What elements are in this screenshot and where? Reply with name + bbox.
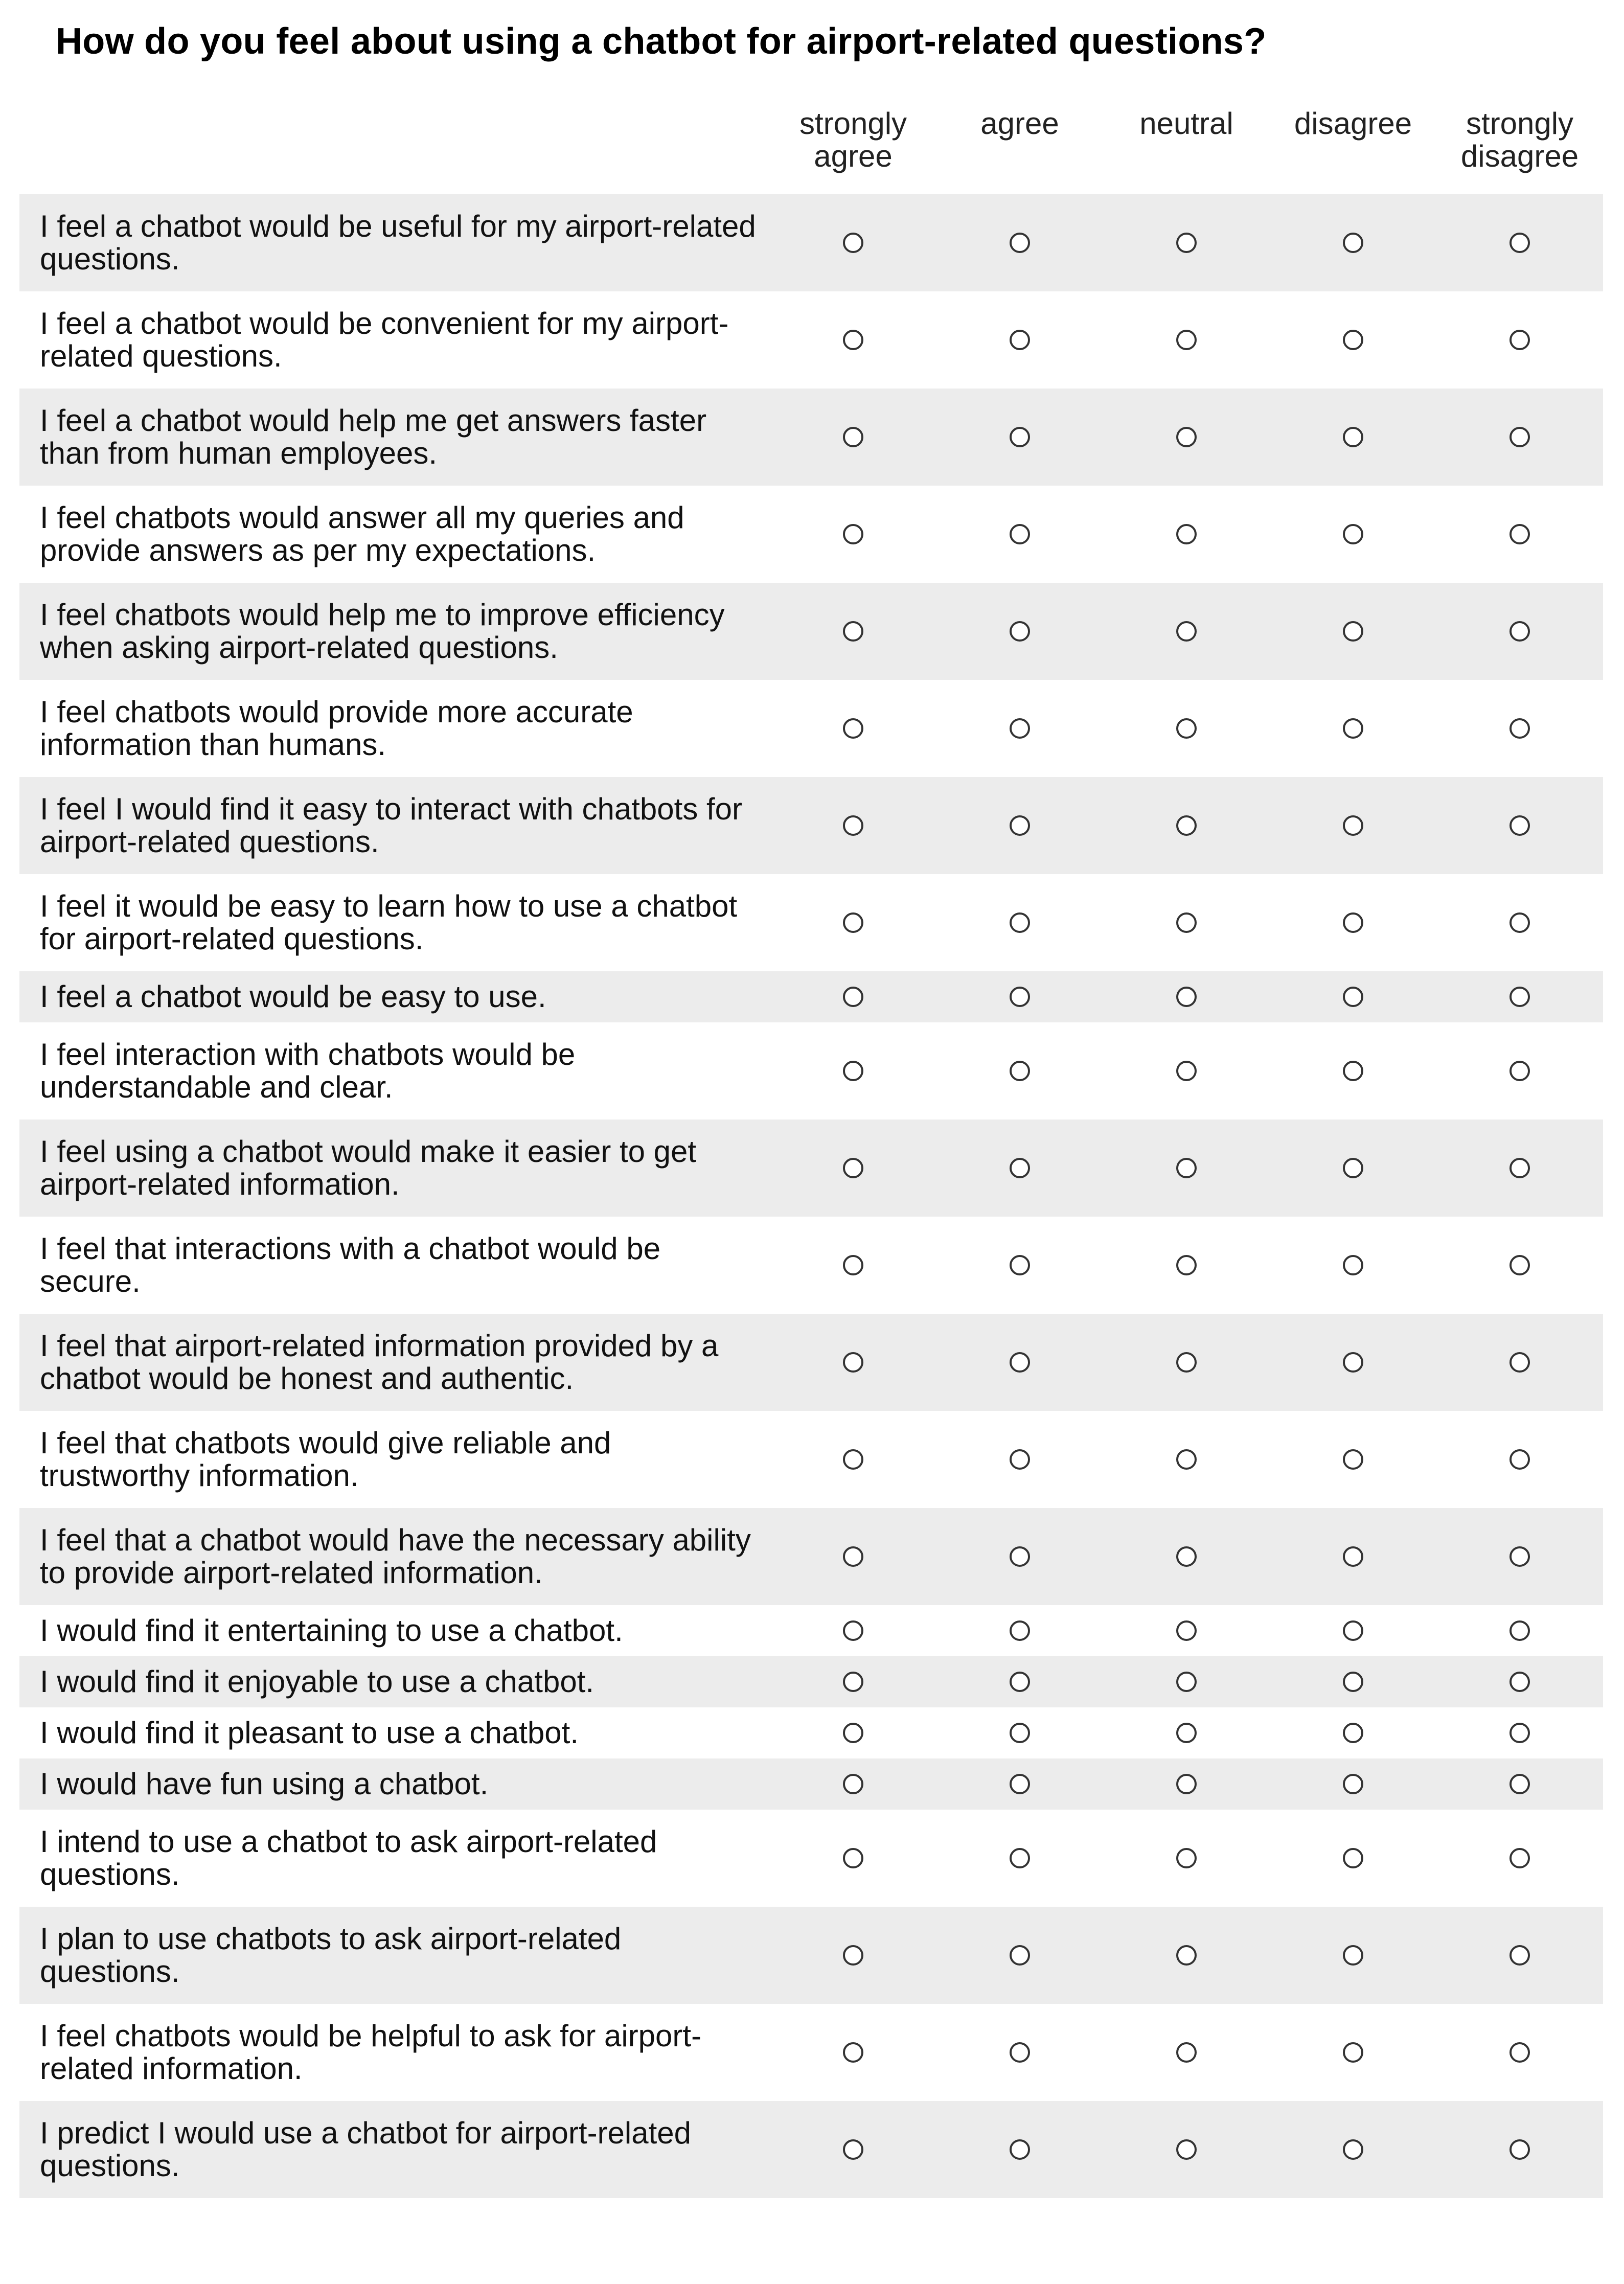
option-cell-disagree [1270, 971, 1436, 1022]
option-cell-disagree [1270, 2004, 1436, 2101]
radio-disagree[interactable] [1343, 330, 1363, 350]
statement-text: I feel a chatbot would be useful for my airport-related questions. [40, 209, 756, 276]
option-cell-strongly-agree [770, 680, 936, 777]
radio-neutral[interactable] [1176, 1672, 1197, 1692]
option-cell-agree [936, 1411, 1103, 1508]
radio-disagree[interactable] [1343, 1774, 1363, 1794]
radio-disagree[interactable] [1343, 815, 1363, 836]
option-cell-agree [936, 1508, 1103, 1605]
radio-strongly-agree[interactable] [843, 2042, 863, 2063]
statement-row [19, 583, 1603, 680]
scale-header-neutral: neutral [1139, 106, 1233, 141]
option-cell-neutral [1103, 583, 1270, 680]
option-cell-strongly-agree [770, 2101, 936, 2198]
radio-agree[interactable] [1010, 1620, 1030, 1641]
radio-agree[interactable] [1010, 2139, 1030, 2160]
radio-strongly-disagree[interactable] [1509, 815, 1530, 836]
option-cell-strongly-disagree [1436, 1758, 1603, 1810]
radio-neutral[interactable] [1176, 233, 1197, 253]
option-cell-disagree [1270, 1810, 1436, 1907]
radio-disagree[interactable] [1343, 1449, 1363, 1470]
option-cell-neutral [1103, 1217, 1270, 1314]
radio-neutral[interactable] [1176, 1723, 1197, 1743]
option-cell-disagree [1270, 777, 1436, 874]
radio-strongly-agree[interactable] [843, 987, 863, 1007]
radio-disagree[interactable] [1343, 621, 1363, 642]
option-cell-neutral [1103, 1810, 1270, 1907]
option-cell-disagree [1270, 1120, 1436, 1217]
option-cell-agree [936, 1605, 1103, 1656]
radio-disagree[interactable] [1343, 1546, 1363, 1567]
radio-neutral[interactable] [1176, 1158, 1197, 1178]
radio-strongly-agree[interactable] [843, 1449, 863, 1470]
option-cell-agree [936, 1758, 1103, 1810]
option-cell-strongly-disagree [1436, 1508, 1603, 1605]
option-cell-strongly-disagree [1436, 1217, 1603, 1314]
radio-disagree[interactable] [1343, 1848, 1363, 1868]
option-cell-disagree [1270, 583, 1436, 680]
radio-agree[interactable] [1010, 233, 1030, 253]
radio-strongly-agree[interactable] [843, 1352, 863, 1373]
option-cell-agree [936, 194, 1103, 291]
statement-row [19, 1022, 1603, 1120]
statement-text: I feel a chatbot would be easy to use. [40, 979, 546, 1014]
radio-strongly-disagree[interactable] [1509, 524, 1530, 544]
scale-header-disagree: disagree [1294, 106, 1412, 141]
option-cell-disagree [1270, 680, 1436, 777]
option-cell-agree [936, 1707, 1103, 1758]
option-cell-disagree [1270, 1022, 1436, 1120]
statement-text: I feel a chatbot would be convenient for my airport-related questions. [40, 306, 729, 373]
statement-text: I would find it enjoyable to use a chatbot. [40, 1664, 594, 1699]
radio-agree[interactable] [1010, 1352, 1030, 1373]
radio-neutral[interactable] [1176, 2139, 1197, 2160]
option-cell-disagree [1270, 1707, 1436, 1758]
statement-text: I feel that chatbots would give reliable and trustworthy information. [40, 1426, 611, 1493]
radio-strongly-disagree[interactable] [1509, 1672, 1530, 1692]
option-cell-agree [936, 2101, 1103, 2198]
option-cell-strongly-agree [770, 1810, 936, 1907]
option-cell-strongly-agree [770, 1656, 936, 1707]
option-cell-strongly-disagree [1436, 971, 1603, 1022]
statement-text: I would find it pleasant to use a chatbot. [40, 1716, 579, 1750]
radio-strongly-disagree[interactable] [1509, 1061, 1530, 1081]
statement-row [19, 486, 1603, 583]
option-cell-strongly-agree [770, 389, 936, 486]
option-cell-disagree [1270, 1508, 1436, 1605]
option-cell-agree [936, 1120, 1103, 1217]
option-cell-neutral [1103, 874, 1270, 971]
option-cell-strongly-disagree [1436, 1810, 1603, 1907]
radio-agree[interactable] [1010, 2042, 1030, 2063]
option-cell-agree [936, 1810, 1103, 1907]
radio-disagree[interactable] [1343, 718, 1363, 739]
radio-strongly-agree[interactable] [843, 718, 863, 739]
radio-agree[interactable] [1010, 1061, 1030, 1081]
radio-agree[interactable] [1010, 718, 1030, 739]
radio-neutral[interactable] [1176, 1546, 1197, 1567]
option-cell-agree [936, 874, 1103, 971]
option-cell-strongly-disagree [1436, 1605, 1603, 1656]
option-cell-strongly-disagree [1436, 1314, 1603, 1411]
option-cell-agree [936, 971, 1103, 1022]
option-cell-strongly-disagree [1436, 291, 1603, 389]
statement-row [19, 194, 1603, 291]
statement-text: I feel chatbots would be helpful to ask for airport-related information. [40, 2019, 702, 2086]
option-cell-strongly-disagree [1436, 1707, 1603, 1758]
option-cell-neutral [1103, 777, 1270, 874]
radio-disagree[interactable] [1343, 1672, 1363, 1692]
option-cell-strongly-disagree [1436, 194, 1603, 291]
scale-header-row [19, 97, 1603, 194]
radio-strongly-disagree[interactable] [1509, 1945, 1530, 1966]
option-cell-disagree [1270, 1907, 1436, 2004]
option-cell-strongly-agree [770, 1411, 936, 1508]
option-cell-neutral [1103, 680, 1270, 777]
radio-agree[interactable] [1010, 330, 1030, 350]
radio-neutral[interactable] [1176, 1848, 1197, 1868]
radio-strongly-disagree[interactable] [1509, 1848, 1530, 1868]
option-cell-strongly-agree [770, 1217, 936, 1314]
option-cell-agree [936, 1656, 1103, 1707]
radio-agree[interactable] [1010, 987, 1030, 1007]
option-cell-strongly-disagree [1436, 389, 1603, 486]
radio-neutral[interactable] [1176, 427, 1197, 447]
option-cell-strongly-disagree [1436, 583, 1603, 680]
option-cell-agree [936, 1217, 1103, 1314]
option-cell-disagree [1270, 389, 1436, 486]
statement-row [19, 680, 1603, 777]
radio-agree[interactable] [1010, 1723, 1030, 1743]
radio-strongly-disagree[interactable] [1509, 987, 1530, 1007]
statement-row [19, 1758, 1603, 1810]
option-cell-neutral [1103, 2101, 1270, 2198]
option-cell-strongly-agree [770, 486, 936, 583]
radio-neutral[interactable] [1176, 1620, 1197, 1641]
radio-disagree[interactable] [1343, 1945, 1363, 1966]
statement-text: I feel chatbots would answer all my queries and provide answers as per my expectations. [40, 500, 684, 567]
option-cell-agree [936, 389, 1103, 486]
option-cell-strongly-agree [770, 874, 936, 971]
option-cell-strongly-disagree [1436, 2004, 1603, 2101]
statement-text: I predict I would use a chatbot for airport-related questions. [40, 2116, 692, 2183]
radio-strongly-disagree[interactable] [1509, 2139, 1530, 2160]
statement-row [19, 1314, 1603, 1411]
radio-strongly-agree[interactable] [843, 1546, 863, 1567]
radio-strongly-agree[interactable] [843, 1774, 863, 1794]
radio-agree[interactable] [1010, 815, 1030, 836]
radio-neutral[interactable] [1176, 912, 1197, 933]
option-cell-neutral [1103, 389, 1270, 486]
option-cell-neutral [1103, 971, 1270, 1022]
radio-agree[interactable] [1010, 1449, 1030, 1470]
option-cell-disagree [1270, 1411, 1436, 1508]
statement-text: I feel using a chatbot would make it easier to get airport-related information. [40, 1134, 697, 1201]
option-cell-strongly-disagree [1436, 1907, 1603, 2004]
radio-strongly-agree[interactable] [843, 233, 863, 253]
radio-agree[interactable] [1010, 524, 1030, 544]
option-cell-neutral [1103, 1120, 1270, 1217]
option-cell-strongly-disagree [1436, 1411, 1603, 1508]
radio-disagree[interactable] [1343, 2139, 1363, 2160]
option-cell-strongly-disagree [1436, 680, 1603, 777]
radio-strongly-agree[interactable] [843, 1158, 863, 1178]
statement-text: I feel that a chatbot would have the necessary ability to provide airport-related information. [40, 1523, 751, 1590]
radio-disagree[interactable] [1343, 427, 1363, 447]
option-cell-disagree [1270, 874, 1436, 971]
option-cell-disagree [1270, 1656, 1436, 1707]
statement-row [19, 1605, 1603, 1656]
radio-strongly-disagree[interactable] [1509, 1620, 1530, 1641]
radio-strongly-disagree[interactable] [1509, 718, 1530, 739]
statement-text: I feel a chatbot would help me get answers faster than from human employees. [40, 403, 707, 470]
radio-strongly-disagree[interactable] [1509, 427, 1530, 447]
radio-agree[interactable] [1010, 1945, 1030, 1966]
radio-neutral[interactable] [1176, 1774, 1197, 1794]
radio-strongly-disagree[interactable] [1509, 1723, 1530, 1743]
statement-text: I feel I would find it easy to interact with chatbots for airport-related questions. [40, 792, 743, 859]
option-cell-neutral [1103, 1907, 1270, 2004]
option-cell-disagree [1270, 1217, 1436, 1314]
option-cell-disagree [1270, 1314, 1436, 1411]
radio-strongly-agree[interactable] [843, 524, 863, 544]
radio-strongly-agree[interactable] [843, 1848, 863, 1868]
option-cell-strongly-agree [770, 1907, 936, 2004]
option-cell-neutral [1103, 194, 1270, 291]
scale-header-agree: agree [980, 106, 1059, 141]
option-cell-strongly-disagree [1436, 777, 1603, 874]
radio-disagree[interactable] [1343, 1255, 1363, 1275]
radio-agree[interactable] [1010, 1848, 1030, 1868]
radio-strongly-agree[interactable] [843, 815, 863, 836]
scale-header-strongly-agree: strongly agree [799, 106, 907, 173]
option-cell-strongly-disagree [1436, 486, 1603, 583]
radio-neutral[interactable] [1176, 987, 1197, 1007]
option-cell-agree [936, 1022, 1103, 1120]
radio-strongly-agree[interactable] [843, 427, 863, 447]
option-cell-agree [936, 1314, 1103, 1411]
radio-disagree[interactable] [1343, 987, 1363, 1007]
option-cell-agree [936, 680, 1103, 777]
radio-neutral[interactable] [1176, 1255, 1197, 1275]
option-cell-agree [936, 777, 1103, 874]
radio-strongly-agree[interactable] [843, 1672, 863, 1692]
radio-strongly-disagree[interactable] [1509, 1158, 1530, 1178]
radio-strongly-disagree[interactable] [1509, 1449, 1530, 1470]
option-cell-neutral [1103, 1656, 1270, 1707]
radio-disagree[interactable] [1343, 1620, 1363, 1641]
option-cell-agree [936, 486, 1103, 583]
statement-text: I feel that airport-related information provided by a chatbot would be honest and authentic. [40, 1329, 719, 1396]
option-cell-strongly-agree [770, 1314, 936, 1411]
radio-disagree[interactable] [1343, 233, 1363, 253]
radio-strongly-disagree[interactable] [1509, 330, 1530, 350]
option-cell-neutral [1103, 1411, 1270, 1508]
radio-strongly-disagree[interactable] [1509, 1352, 1530, 1373]
statement-text: I would have fun using a chatbot. [40, 1767, 489, 1801]
radio-strongly-disagree[interactable] [1509, 1255, 1530, 1275]
statement-row [19, 389, 1603, 486]
option-cell-neutral [1103, 1314, 1270, 1411]
option-cell-strongly-agree [770, 2004, 936, 2101]
option-cell-neutral [1103, 1508, 1270, 1605]
statement-row [19, 2004, 1603, 2101]
statement-row [19, 1217, 1603, 1314]
statement-text: I feel chatbots would help me to improve efficiency when asking airport-related questions. [40, 598, 725, 665]
statement-text: I intend to use a chatbot to ask airport-related questions. [40, 1824, 657, 1891]
radio-agree[interactable] [1010, 1774, 1030, 1794]
statement-row [19, 1810, 1603, 1907]
statement-rows [19, 194, 1603, 2198]
statement-text: I feel chatbots would provide more accurate information than humans. [40, 695, 633, 762]
option-cell-strongly-agree [770, 1758, 936, 1810]
option-cell-strongly-disagree [1436, 1120, 1603, 1217]
statement-header [19, 97, 770, 194]
radio-neutral[interactable] [1176, 1352, 1197, 1373]
option-cell-neutral [1103, 1605, 1270, 1656]
option-cell-neutral [1103, 1758, 1270, 1810]
radio-strongly-disagree[interactable] [1509, 912, 1530, 933]
radio-strongly-agree[interactable] [843, 912, 863, 933]
statement-row [19, 1656, 1603, 1707]
option-cell-strongly-agree [770, 1022, 936, 1120]
option-cell-strongly-disagree [1436, 1022, 1603, 1120]
radio-strongly-disagree[interactable] [1509, 1546, 1530, 1567]
radio-agree[interactable] [1010, 621, 1030, 642]
radio-strongly-agree[interactable] [843, 1620, 863, 1641]
radio-agree[interactable] [1010, 427, 1030, 447]
option-cell-disagree [1270, 194, 1436, 291]
likert-matrix [19, 97, 1603, 2198]
radio-neutral[interactable] [1176, 621, 1197, 642]
radio-disagree[interactable] [1343, 1061, 1363, 1081]
question-title: How do you feel about using a chatbot for airport-related questions? [56, 21, 1267, 62]
radio-neutral[interactable] [1176, 330, 1197, 350]
option-cell-strongly-disagree [1436, 1656, 1603, 1707]
statement-text: I plan to use chatbots to ask airport-related questions. [40, 1922, 622, 1989]
option-cell-agree [936, 1907, 1103, 2004]
statement-text: I feel interaction with chatbots would be understandable and clear. [40, 1037, 576, 1104]
statement-row [19, 874, 1603, 971]
radio-strongly-disagree[interactable] [1509, 2042, 1530, 2063]
option-cell-agree [936, 291, 1103, 389]
option-cell-strongly-agree [770, 1120, 936, 1217]
option-cell-disagree [1270, 1758, 1436, 1810]
option-cell-strongly-disagree [1436, 2101, 1603, 2198]
option-cell-disagree [1270, 486, 1436, 583]
scale-header-strongly-disagree: strongly disagree [1460, 106, 1579, 173]
radio-agree[interactable] [1010, 1255, 1030, 1275]
radio-agree[interactable] [1010, 1546, 1030, 1567]
option-cell-strongly-agree [770, 583, 936, 680]
radio-disagree[interactable] [1343, 1352, 1363, 1373]
radio-strongly-agree[interactable] [843, 621, 863, 642]
statement-row [19, 1508, 1603, 1605]
radio-neutral[interactable] [1176, 1945, 1197, 1966]
option-cell-disagree [1270, 2101, 1436, 2198]
option-cell-neutral [1103, 1022, 1270, 1120]
radio-strongly-agree[interactable] [843, 1255, 863, 1275]
radio-agree[interactable] [1010, 1672, 1030, 1692]
option-cell-disagree [1270, 1605, 1436, 1656]
option-cell-strongly-disagree [1436, 874, 1603, 971]
radio-strongly-agree[interactable] [843, 1061, 863, 1081]
statement-row [19, 971, 1603, 1022]
radio-disagree[interactable] [1343, 2042, 1363, 2063]
radio-disagree[interactable] [1343, 1723, 1363, 1743]
statement-text: I would find it entertaining to use a chatbot. [40, 1613, 623, 1648]
option-cell-strongly-agree [770, 1605, 936, 1656]
option-cell-neutral [1103, 2004, 1270, 2101]
statement-row [19, 291, 1603, 389]
radio-neutral[interactable] [1176, 1061, 1197, 1081]
radio-disagree[interactable] [1343, 912, 1363, 933]
radio-strongly-agree[interactable] [843, 1945, 863, 1966]
radio-neutral[interactable] [1176, 2042, 1197, 2063]
radio-neutral[interactable] [1176, 815, 1197, 836]
radio-strongly-disagree[interactable] [1509, 233, 1530, 253]
option-cell-strongly-agree [770, 194, 936, 291]
option-cell-neutral [1103, 486, 1270, 583]
statement-text: I feel that interactions with a chatbot would be secure. [40, 1231, 661, 1298]
option-cell-neutral [1103, 291, 1270, 389]
option-cell-strongly-agree [770, 291, 936, 389]
option-cell-strongly-agree [770, 777, 936, 874]
statement-row [19, 777, 1603, 874]
radio-strongly-agree[interactable] [843, 330, 863, 350]
radio-neutral[interactable] [1176, 718, 1197, 739]
radio-disagree[interactable] [1343, 1158, 1363, 1178]
statement-row [19, 2101, 1603, 2198]
option-cell-neutral [1103, 1707, 1270, 1758]
radio-neutral[interactable] [1176, 1449, 1197, 1470]
radio-agree[interactable] [1010, 1158, 1030, 1178]
statement-row [19, 1411, 1603, 1508]
radio-neutral[interactable] [1176, 524, 1197, 544]
radio-strongly-agree[interactable] [843, 2139, 863, 2160]
radio-strongly-disagree[interactable] [1509, 621, 1530, 642]
option-cell-agree [936, 583, 1103, 680]
statement-row [19, 1120, 1603, 1217]
statement-row [19, 1707, 1603, 1758]
option-cell-disagree [1270, 291, 1436, 389]
option-cell-agree [936, 2004, 1103, 2101]
option-cell-strongly-agree [770, 971, 936, 1022]
option-cell-strongly-agree [770, 1707, 936, 1758]
option-cell-strongly-agree [770, 1508, 936, 1605]
radio-strongly-agree[interactable] [843, 1723, 863, 1743]
radio-strongly-disagree[interactable] [1509, 1774, 1530, 1794]
statement-row [19, 1907, 1603, 2004]
radio-agree[interactable] [1010, 912, 1030, 933]
statement-text: I feel it would be easy to learn how to use a chatbot for airport-related questions. [40, 889, 738, 956]
radio-disagree[interactable] [1343, 524, 1363, 544]
